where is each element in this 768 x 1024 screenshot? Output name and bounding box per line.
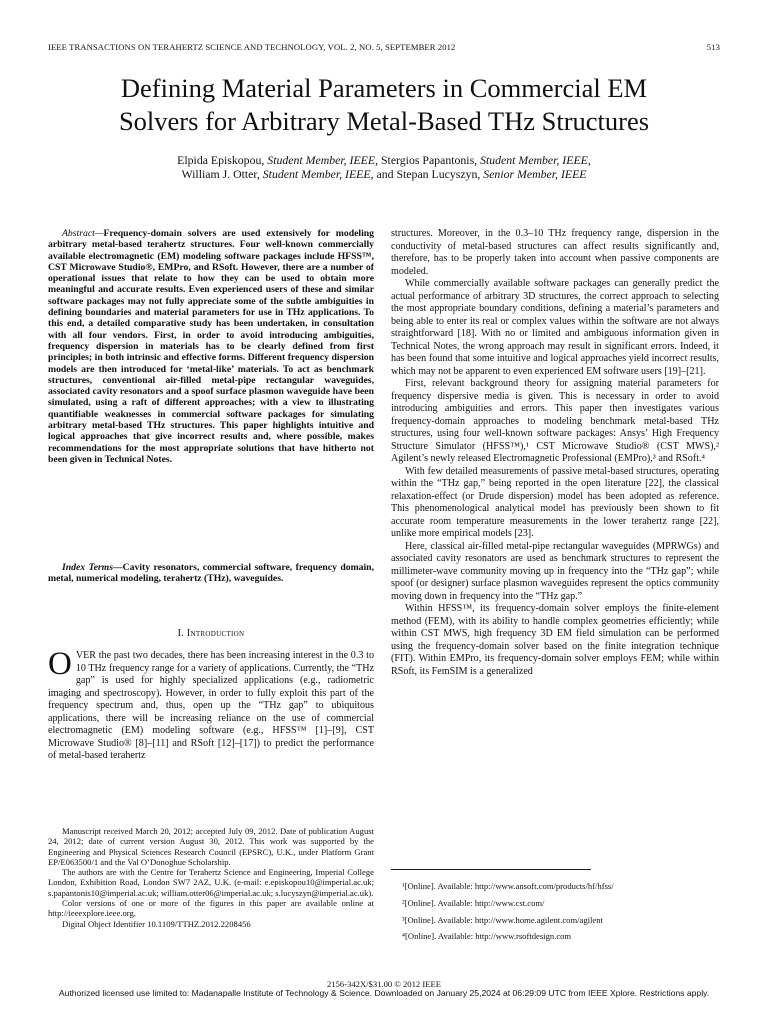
author-affiliation: The authors are with the Centre for Terahertz Science and Engineering, Imperial College London, Exhibition Road, London SW7 2AZ, U.K. (e-mail: e.episkopou10@imperial.ac.uk; s.papantonis10@imperial.ac.uk; william.otter06@imperial.ac.uk; s.lucyszyn@imperial.ac.uk). xyxy=(48,867,374,898)
paper-title xyxy=(30,72,738,138)
footnote-link[interactable]: ⁴[Online]. Available: http://www.rsoftdesign.com xyxy=(402,931,572,942)
paragraph: First, relevant background theory for assigning material parameters for frequency dispersive media is given. This is necessary in order to avoid introducing ambiguities and errors. This paper then investigates various frequency-domain approaches to modeling benchmark metal-based THz structures, using four well-known software packages: Ansys’ High Frequency Structure Simulator (HFSS™),¹ CST Microwave Studio® (CST MWS),² Agilent’s newly released Electromagnetic Professional (EMPro),³ and RSoft.⁴ xyxy=(391,378,719,464)
url-footnotes xyxy=(402,878,720,945)
author-name: Stergios Papantonis, xyxy=(380,153,478,167)
author-membership: Student Member, IEEE, xyxy=(267,153,379,167)
footnote-divider xyxy=(391,869,591,870)
color-note: Color versions of one or more of the figures in this paper are available online at http://ieeexplore.ieee.org. xyxy=(48,898,374,919)
author-membership: Senior Member, IEEE xyxy=(483,167,587,181)
index-terms xyxy=(48,562,374,585)
author-line-2 xyxy=(30,167,738,181)
section-number: I. xyxy=(177,628,185,639)
running-header xyxy=(48,42,720,52)
paragraph: While commercially available software packages can generally predict the actual performance of arbitrary 3D structures, the correct approach to selecting the most appropriate boundary conditions, defining a material’s parameters and being able to enter its real or complex values within the software are not always straightforward [18]. With no or limited and ambiguous information given in Technical Notes, the wrong approach may result in significant errors. Indeed, it has been found that some intuitive and logical approaches yield incorrect results, which may not be apparent to even experienced EM software users [19]–[21]. xyxy=(391,278,719,377)
title-line-2: Solvers for Arbitrary Metal-Based THz Structures xyxy=(118,106,650,136)
footnote-link[interactable]: ³[Online]. Available: http://www.home.agilent.com/agilent xyxy=(402,914,603,925)
abstract xyxy=(48,228,374,465)
drop-cap: O xyxy=(48,646,72,682)
section-heading xyxy=(48,628,374,639)
page-number: 513 xyxy=(706,42,720,52)
intro-paragraph: VER the past two decades, there has been increasing interest in the 0.3 to 10 THz frequency range for a variety of applications. Currently, the “THz gap” is used for highly specialized applications (e.g., radiometric imaging and spectroscopy). However, in order to fully exploit this part of the frequency spectrum and, thus, open up the “THz gap” to ubiquitous applications, there will be increasing reliance on the use of commercial electromagnetic (EM) modeling software (e.g., HFSS™ [1]–[9], CST Microwave Studio® [8]–[11] and RSoft [12]–[17]) to predict the performance of metal-based terahertz xyxy=(48,650,374,761)
journal-name: IEEE TRANSACTIONS ON TERAHERTZ SCIENCE AND TECHNOLOGY, VOL. 2, NO. 5, SEPTEMBER 2012 xyxy=(48,42,456,52)
author-conjunction: and xyxy=(376,167,394,181)
copyright-line: 2156-342X/$31.00 © 2012 IEEE xyxy=(327,979,441,989)
author-name: Elpida Episkopou, xyxy=(177,153,265,167)
manuscript-dates: Manuscript received March 20, 2012; accepted July 09, 2012. Date of publication August 24, 2012; date of current version August 30, 2012. This work was supported by the Engineering and Physical Sciences Research Council (EPSRC), U.K., under Platform Grant EP/E063500/1 and the Val O’Donoghue Scholarship. xyxy=(48,826,374,867)
author-name: William J. Otter, xyxy=(181,167,260,181)
index-terms-text: Cavity resonators, commercial software, frequency domain, metal, numerical modeling, terahertz (THz), waveguides. xyxy=(48,562,374,585)
author-membership: Student Member, IEEE, xyxy=(262,167,374,181)
title-line-1: Defining Material Parameters in Commercial EM xyxy=(120,73,648,103)
index-terms-label: Index Terms— xyxy=(62,562,123,573)
license-banner: Authorized licensed use limited to: Madanapalle Institute of Technology & Science. Downloaded on January 25,2024 at 06:29:09 UTC from IEEE Xplore. Restrictions apply. xyxy=(58,988,710,998)
right-column-body xyxy=(391,228,719,678)
footnote-link[interactable]: ¹[Online]. Available: http://www.ansoft.com/products/hf/hfss/ xyxy=(402,881,614,891)
footnote-link[interactable]: ²[Online]. Available: http://www.cst.com/ xyxy=(402,897,545,908)
first-page-footnote xyxy=(48,826,374,929)
author-membership: Student Member, IEEE, xyxy=(480,153,591,167)
author-name: Stepan Lucyszyn, xyxy=(396,167,481,181)
paragraph: structures. Moreover, in the 0.3–10 THz frequency range, dispersion in the conductivity of metal-based structures can affect results significantly and, therefore, has to be properly taken into account when passive components are modeled. xyxy=(391,228,719,277)
section-title: Introduction xyxy=(186,628,245,639)
abstract-text: Frequency-domain solvers are used extensively for modeling arbitrary metal-based terahertz structures. Four well-known commercially available electromagnetic (EM) modeling software packages include HFSS™, CST Microwave Studio®, EMPro, and RSoft. However, there are a number of operational issues that relate to how they can be used to obtain more meaningful and accurate results. Even experienced users of these and similar software packages may not fully appreciate some of the subtle ambiguities in defining boundaries and material parameters for use in THz applications. To this end, a detailed comparative study has been undertaken, in consultation with all four vendors. First, in order to avoid introducing ambiguities, frequency dispersion in materials has to be clearly defined from first principles; in both intrinsic and effective forms. Different frequency dispersion models are then introduced for ‘metal-like’ materials. To act as benchmark structures, conventional air-filled metal-pipe rectangular waveguides, associated cavity resonators and a spoof surface plasmon waveguide have been simulated, using a raft of different approaches; with a view to illustrating quantifiable weaknesses in commercial software packages for simulating arbitrary metal-based THz structures. This paper highlights intuitive and logical approaches that give incorrect results and, where possible, makes recommendations for the most appropriate solutions that have hitherto not been given in Technical Notes. xyxy=(48,228,374,465)
introduction-body xyxy=(48,646,374,763)
paragraph: Here, classical air-filled metal-pipe rectangular waveguides (MPRWGs) and associated cavity resonators are used as benchmark structures to represent the millimeter-wave community moving up in frequency into the “THz gap”; while spoof (or designer) surface plasmon waveguides represent the optics community moving down in frequency into the “THz gap.” xyxy=(391,540,719,602)
abstract-label: Abstract— xyxy=(62,228,104,239)
doi: Digital Object Identifier 10.1109/TTHZ.2012.2208456 xyxy=(62,918,251,929)
paragraph: Within HFSS™, its frequency-domain solver employs the finite-element method (FEM), with its ability to handle complex geometries efficiently; while within CST MWS, high frequency 3D EM field simulation can be performed using the frequency-domain solver based on the finite integration technique (FIT). Within EMPro, its frequency-domain solver employs FEM; while within RSoft, its FemSIM is a generalized xyxy=(391,603,719,677)
author-line-1 xyxy=(30,153,738,167)
author-list xyxy=(30,153,738,181)
paragraph: With few detailed measurements of passive metal-based structures, operating within the “THz gap,” being reported in the open literature [22], the classical relaxation-effect (or Drude dispersion) model has been adopted as reference. This phenomenological analytical model has previously been shown to fit accurate room temperature measurements in the lower terahertz range [22], unlike more empirical models [23]. xyxy=(391,465,719,539)
